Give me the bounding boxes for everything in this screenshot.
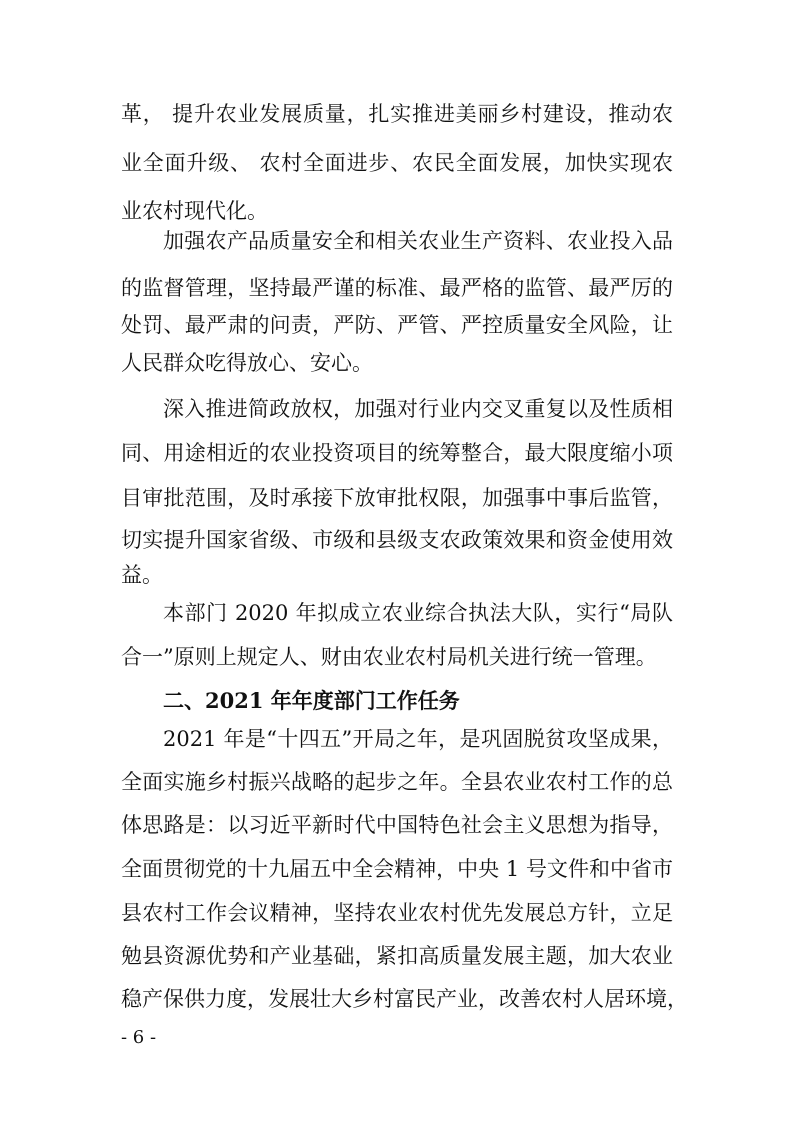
page-number: - 6 - [121, 1027, 157, 1048]
p2-line-1: 加强农产品质量安全和相关农业生产资料、农业投入品 [163, 229, 673, 253]
p3-line-2: 同、用途相近的农业投资项目的统筹整合，最大限度缩小项 [121, 441, 673, 465]
p2-line-4: 人民群众吃得放心、安心。 [121, 351, 373, 375]
section-heading: 二、2021 年年度部门工作任务 [163, 688, 460, 713]
s-line-7: 稳产保供力度，发展壮大乡村富民产业，改善农村人居环境， [121, 987, 688, 1011]
p1-line-1: 革， 提升农业发展质量，扎实推进美丽乡村建设，推动农 [121, 102, 673, 126]
s-line-3: 体思路是：以习近平新时代中国特色社会主义思想为指导， [121, 813, 673, 837]
p4-line-2: 合一”原则上规定人、财由农业农村局机关进行统一管理。 [121, 645, 657, 669]
p2-line-3: 处罚、最严肃的问责，严防、严管、严控质量安全风险，让 [121, 313, 673, 337]
s-line-1: 2021 年是“十四五”开局之年，是巩固脱贫攻坚成果， [163, 727, 673, 751]
p3-line-3: 目审批范围，及时承接下放审批权限，加强事中事后监管， [121, 486, 673, 510]
s-line-5: 县农村工作会议精神，坚持农业农村优先发展总方针，立足 [121, 901, 673, 925]
p1-line-2: 业全面升级、 农村全面进步、农民全面发展，加快实现农 [121, 151, 673, 175]
p4-line-1: 本部门 2020 年拟成立农业综合执法大队，实行“局队 [163, 601, 673, 625]
p3-line-1: 深入推进简政放权，加强对行业内交叉重复以及性质相 [163, 397, 673, 421]
p3-line-4: 切实提升国家省级、市级和县级支农政策效果和资金使用效 [121, 528, 673, 552]
s-line-4: 全面贯彻党的十九届五中全会精神，中央 1 号文件和中省市 [121, 857, 673, 881]
s-line-2: 全面实施乡村振兴战略的起步之年。全县农业农村工作的总 [121, 770, 673, 794]
p3-line-5: 益。 [121, 563, 163, 587]
p2-line-2: 的监督管理，坚持最严谨的标准、最严格的监管、最严厉的 [121, 276, 673, 300]
p1-line-3: 业农村现代化。 [121, 199, 268, 223]
s-line-6: 勉县资源优势和产业基础，紧扣高质量发展主题，加大农业 [121, 944, 673, 968]
